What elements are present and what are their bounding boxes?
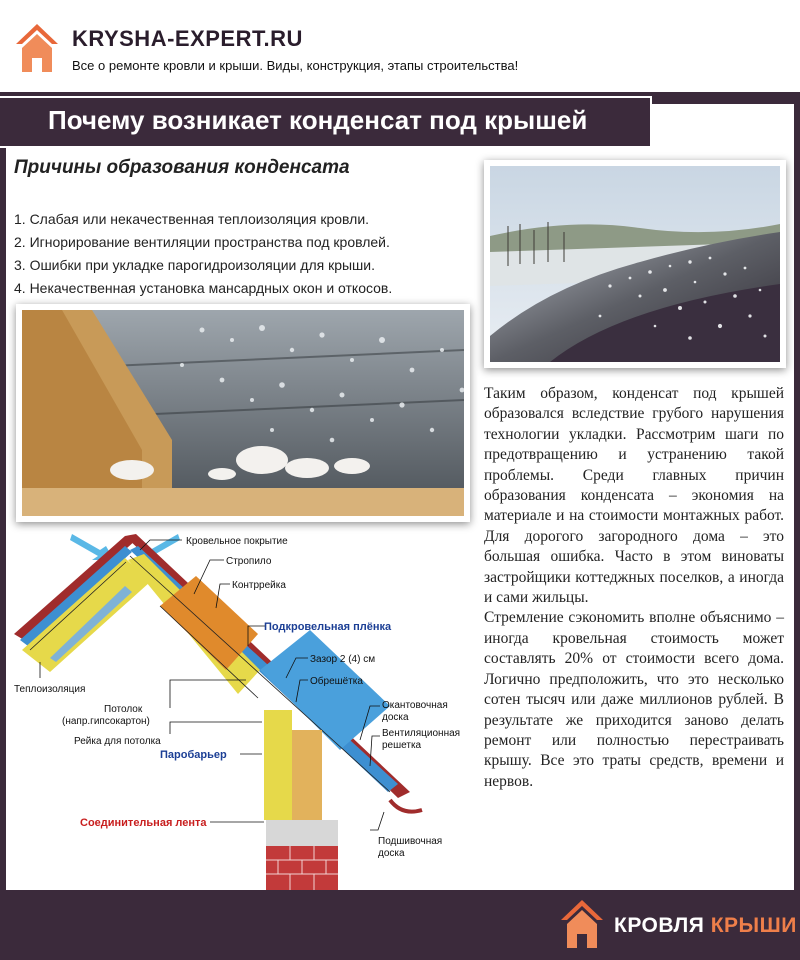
label-gap: Зазор 2 (4) см xyxy=(310,654,376,665)
roof-condensate-photo xyxy=(484,160,786,368)
list-item: 2. Игнорирование вентиляции пространства под кровлей. xyxy=(14,234,390,250)
label-eaves-board-1: Окантовочная xyxy=(382,700,448,711)
label-vent-grille-2: решетка xyxy=(382,740,422,751)
label-soffit-board-1: Подшивочная xyxy=(378,836,443,847)
label-lathing: Обрешётка xyxy=(310,676,363,687)
roof-condensate-image xyxy=(490,166,780,362)
section-subtitle: Причины образования конденсата xyxy=(14,157,350,178)
label-eaves-board-2: доска xyxy=(382,712,409,723)
label-roof-covering: Кровельное покрытие xyxy=(186,536,288,547)
left-border xyxy=(0,148,6,890)
article-text xyxy=(484,384,784,792)
label-ceiling-batten: Рейка для потолка xyxy=(74,736,161,747)
causes-list xyxy=(14,208,392,300)
label-rafter: Стропило xyxy=(226,556,272,567)
label-ceiling-1: Потолок xyxy=(104,704,143,715)
label-vent-grille-1: Вентиляционная xyxy=(382,728,461,739)
brick-wall xyxy=(266,846,338,890)
house-logo-icon[interactable] xyxy=(14,22,60,76)
list-item: 3. Ошибки при укладке парогидроизоляции для крыши. xyxy=(14,257,375,273)
label-connecting-tape: Соединительная лента xyxy=(80,817,207,829)
site-tagline: Все о ремонте кровли и крыши. Виды, конструкция, этапы строительства! xyxy=(72,58,519,73)
wall-insulation xyxy=(264,710,292,820)
gutter xyxy=(390,800,422,812)
right-border xyxy=(794,104,800,890)
attic-condensate-photo xyxy=(16,304,470,522)
label-ceiling-2: (напр.гипсокартон) xyxy=(62,716,150,727)
label-counter-batten: Контррейка xyxy=(232,580,286,591)
list-item: 4. Некачественная установка мансардных окон и откосов. xyxy=(14,280,393,296)
label-vapor-barrier: Паробарьер xyxy=(160,749,227,761)
wall-post xyxy=(292,730,322,820)
article-paragraph: Стремление сэкономить вполне объяснимо – иногда кровельная стоимость может составлять 20% от стоимости всего дома. Логично предположить, что это несколько сотен тысяч или даже миллионов рублей. В результате же приходится заново делать ремонт или полностью перестраивать крышу. Все это траты средств, времени и нервов. xyxy=(484,609,784,790)
house-logo-icon[interactable] xyxy=(558,898,606,952)
site-header xyxy=(0,0,800,92)
label-soffit-board-2: доска xyxy=(378,848,405,859)
label-underlay-film: Подкровельная плёнка xyxy=(264,621,392,633)
site-name[interactable]: KRYSHA-EXPERT.RU xyxy=(72,26,303,51)
roof-structure-diagram xyxy=(10,530,480,890)
label-insulation: Теплоизоляция xyxy=(14,684,86,695)
footer-brand-part2: КРЫШИ xyxy=(710,914,797,937)
list-item: 1. Слабая или некачественная теплоизоляция кровли. xyxy=(14,211,370,227)
footer-brand[interactable] xyxy=(614,914,797,938)
wall-cap xyxy=(266,820,338,846)
article-paragraph: Таким образом, конденсат под крышей образовался вследствие грубого нарушения технологии укладки. Рассмотрим шаги по предотвращению и устранению такой проблемы. Среди главных причин образования конденсата – экономия на материале и на стоимости монтажных работ. Для дорогого загородного дома – это большая ошибка. Часто в этом виноваты застройщики коттеджных поселков, а иногда и сами жильцы. xyxy=(484,385,784,607)
footer-brand-part1: КРОВЛЯ xyxy=(614,914,705,937)
attic-condensate-image xyxy=(22,310,464,516)
page-title: Почему возникает конденсат под крышей xyxy=(48,105,588,135)
